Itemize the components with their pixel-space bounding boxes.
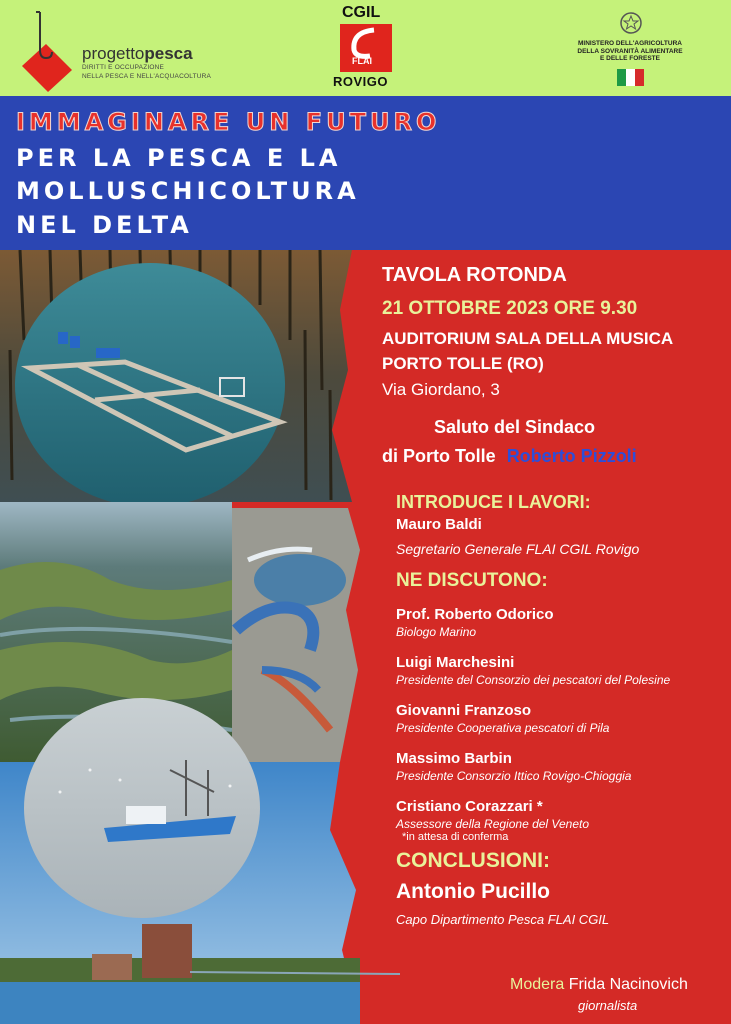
speaker-name: Massimo Barbin bbox=[396, 750, 512, 767]
emblem-icon bbox=[619, 10, 643, 36]
speaker-role: Presidente Consorzio Ittico Rovigo-Chioggia bbox=[396, 769, 632, 783]
mayor-name: Roberto Pizzoli bbox=[506, 446, 637, 466]
greeting-line-2: di Porto Tolle Roberto Pizzoli bbox=[382, 446, 637, 466]
moderator-name: Frida Nacinovich bbox=[568, 976, 688, 993]
ministry-name: MINISTERO DELL'AGRICOLTURA DELLA SOVRANITÀ ALIMENTARE E DELLE FORESTE bbox=[577, 40, 683, 62]
speaker-role: Assessore della Regione del Veneto bbox=[396, 817, 590, 831]
moderator-line bbox=[510, 976, 688, 994]
event-address: Via Giordano, 3 bbox=[382, 380, 500, 399]
project-name: progettopesca bbox=[82, 44, 193, 63]
speaker-role: Biologo Marino bbox=[396, 625, 477, 639]
event-date: 21 OTTOBRE 2023 ORE 9.30 bbox=[382, 298, 638, 319]
intro-role: Segretario Generale FLAI CGIL Rovigo bbox=[396, 541, 640, 557]
union-sub: FLAI bbox=[352, 56, 372, 66]
discussion-heading: NE DISCUTONO: bbox=[396, 570, 548, 591]
conclusion-name: Antonio Pucillo bbox=[396, 880, 550, 903]
speaker-name: Luigi Marchesini bbox=[396, 654, 515, 671]
greeting-line-1: Saluto del Sindaco bbox=[434, 417, 596, 437]
mussel-farm-photo bbox=[0, 250, 352, 507]
conclusion-role: Capo Dipartimento Pesca FLAI CGIL bbox=[396, 912, 610, 927]
project-tagline-2: NELLA PESCA E NELL'ACQUACOLTURA bbox=[82, 73, 212, 80]
confirmation-note: *in attesa di conferma bbox=[402, 831, 509, 843]
blue-crab-photo bbox=[232, 508, 360, 762]
title-line-1: IMMAGINARE UN FUTURO bbox=[16, 108, 441, 136]
speaker-name: Cristiano Corazzari * bbox=[396, 798, 543, 815]
speaker-name: Prof. Roberto Odorico bbox=[396, 606, 554, 623]
moderator-role: giornalista bbox=[578, 998, 638, 1013]
conclusion-heading: CONCLUSIONI: bbox=[396, 849, 550, 872]
title-line-3: MOLLUSCHICOLTURA bbox=[16, 177, 360, 205]
photo-collage bbox=[0, 250, 731, 1024]
event-town: PORTO TOLLE (RO) bbox=[382, 354, 544, 373]
project-tagline-1: DIRITTI E OCCUPAZIONE bbox=[82, 64, 165, 71]
event-kind: TAVOLA ROTONDA bbox=[382, 264, 567, 286]
union-city: ROVIGO bbox=[333, 74, 389, 89]
italy-flag-icon bbox=[617, 69, 644, 86]
moderator-label: Modera bbox=[510, 976, 565, 993]
union-name: CGIL bbox=[342, 4, 381, 21]
title-line-4: NEL DELTA bbox=[16, 211, 193, 239]
intro-heading: INTRODUCE I LAVORI: bbox=[396, 492, 591, 512]
speaker-role: Presidente Cooperativa pescatori di Pila bbox=[396, 721, 610, 735]
speaker-role: Presidente del Consorzio dei pescatori del Polesine bbox=[396, 673, 671, 687]
event-venue: AUDITORIUM SALA DELLA MUSICA bbox=[382, 329, 674, 348]
intro-name: Mauro Baldi bbox=[396, 516, 482, 533]
speaker-name: Giovanni Franzoso bbox=[396, 702, 532, 719]
fish-hook-icon bbox=[18, 10, 82, 92]
title-line-2: PER LA PESCA E LA bbox=[16, 144, 342, 172]
